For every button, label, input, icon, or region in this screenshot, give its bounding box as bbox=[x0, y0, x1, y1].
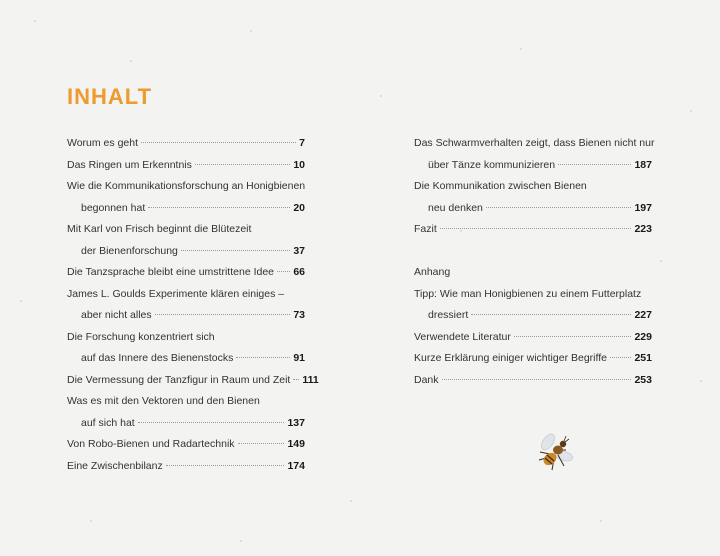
paper-texture-speck bbox=[240, 540, 242, 542]
dot-leader bbox=[442, 379, 632, 380]
dot-leader bbox=[277, 271, 290, 272]
paper-texture-speck bbox=[20, 300, 22, 302]
toc-page-number: 73 bbox=[293, 309, 305, 321]
toc-entry[interactable] bbox=[67, 348, 305, 370]
dot-leader bbox=[141, 142, 296, 143]
toc-page-number: 66 bbox=[293, 266, 305, 278]
paper-texture-speck bbox=[130, 60, 132, 62]
paper-texture-speck bbox=[600, 520, 602, 522]
toc-entry-label: Mit Karl von Frisch beginnt die Blütezeit bbox=[67, 223, 252, 235]
dot-leader bbox=[486, 207, 632, 208]
dot-leader bbox=[558, 164, 631, 165]
paper-texture-speck bbox=[700, 380, 702, 382]
toc-entry-label: Tipp: Wie man Honigbienen zu einem Futterplatz bbox=[414, 287, 642, 300]
paper-texture-speck bbox=[460, 230, 462, 232]
toc-entry-label: Die Vermessung der Tanzfigur in Raum und Zeit bbox=[67, 373, 291, 386]
toc-page-number: 197 bbox=[634, 201, 652, 214]
toc-entry[interactable] bbox=[414, 219, 652, 241]
toc-entry-label: neu denken bbox=[428, 201, 483, 214]
toc-entry-label: Worum es geht bbox=[67, 137, 139, 149]
toc-entry-label: Dank bbox=[414, 373, 439, 386]
toc-entry-label: Eine Zwischenbilanz bbox=[67, 459, 163, 472]
dot-leader bbox=[238, 443, 285, 444]
toc-entry[interactable] bbox=[67, 241, 305, 263]
toc-page-number: 10 bbox=[293, 158, 305, 171]
paper-texture-speck bbox=[250, 30, 252, 32]
toc-entry-label: Von Robo-Bienen und Radartechnik bbox=[67, 438, 235, 450]
toc-entry bbox=[67, 327, 305, 349]
toc-entry bbox=[414, 176, 652, 198]
dot-leader bbox=[514, 336, 632, 337]
toc-entry[interactable] bbox=[67, 262, 305, 284]
toc-entry-label: Die Forschung konzentriert sich bbox=[67, 330, 215, 343]
dot-leader bbox=[155, 314, 291, 315]
toc-entry[interactable] bbox=[414, 305, 652, 327]
toc-entry bbox=[414, 262, 652, 284]
dot-leader bbox=[195, 164, 290, 165]
paper-texture-speck bbox=[690, 110, 692, 112]
toc-entry-label: auf das Innere des Bienenstocks bbox=[81, 352, 234, 364]
toc-page-number: 149 bbox=[287, 438, 305, 450]
toc-entry[interactable] bbox=[67, 370, 319, 392]
toc-entry-label: über Tänze kommunizieren bbox=[428, 158, 556, 171]
toc-page-number: 7 bbox=[299, 137, 305, 149]
toc-entry[interactable] bbox=[67, 456, 305, 478]
dot-leader bbox=[148, 207, 290, 208]
toc-entry-label: Das Ringen um Erkenntnis bbox=[67, 158, 192, 171]
dot-leader bbox=[236, 357, 290, 358]
dot-leader bbox=[181, 250, 290, 251]
toc-entry-label: begonnen hat bbox=[81, 201, 146, 214]
toc-entry[interactable] bbox=[67, 413, 305, 435]
toc-entry-label: dressiert bbox=[428, 309, 469, 321]
toc-entry-label: auf sich hat bbox=[81, 416, 135, 429]
dot-leader bbox=[293, 379, 299, 380]
toc-entry[interactable] bbox=[414, 198, 652, 220]
toc-entry bbox=[414, 284, 652, 306]
toc-entry bbox=[414, 133, 655, 155]
toc-spacer bbox=[414, 241, 652, 263]
toc-entry-label: der Bienenforschung bbox=[81, 244, 178, 257]
toc-entry[interactable] bbox=[414, 348, 652, 370]
toc-entry-label: Anhang bbox=[414, 266, 451, 278]
dot-leader bbox=[610, 357, 631, 358]
dot-leader bbox=[440, 228, 632, 229]
toc-page-number: 137 bbox=[287, 416, 305, 429]
toc-column-left bbox=[67, 133, 319, 477]
toc-entry-label: Das Schwarmverhalten zeigt, dass Bienen nicht nur bbox=[414, 137, 655, 149]
toc-entry-label: Was es mit den Vektoren und den Bienen bbox=[67, 395, 260, 407]
toc-entry bbox=[67, 391, 305, 413]
paper-texture-speck bbox=[380, 95, 382, 97]
paper-texture-speck bbox=[350, 500, 352, 502]
toc-entry[interactable] bbox=[67, 305, 305, 327]
toc-page-number: 187 bbox=[634, 158, 652, 171]
toc-page-number: 251 bbox=[634, 352, 652, 364]
toc-entry[interactable] bbox=[414, 155, 652, 177]
toc-page-number: 223 bbox=[634, 223, 652, 235]
toc-page-number: 229 bbox=[634, 330, 652, 343]
paper-texture-speck bbox=[660, 260, 662, 262]
page-title: INHALT bbox=[67, 84, 153, 109]
toc-column-right bbox=[414, 133, 655, 391]
toc-page-number: 37 bbox=[293, 244, 305, 257]
paper-texture-speck bbox=[90, 520, 92, 522]
toc-page-number: 174 bbox=[287, 459, 305, 472]
dot-leader bbox=[471, 314, 631, 315]
toc-entry bbox=[67, 284, 305, 306]
toc-entry-label: Die Tanzsprache bleibt eine umstrittene Idee bbox=[67, 266, 275, 278]
paper-texture-speck bbox=[34, 20, 36, 22]
toc-page-number: 20 bbox=[293, 201, 305, 214]
toc-entry bbox=[67, 219, 305, 241]
toc-page-number: 111 bbox=[302, 373, 319, 386]
dot-leader bbox=[166, 465, 285, 466]
toc-page-number: 91 bbox=[293, 352, 305, 364]
toc-entry[interactable] bbox=[67, 434, 305, 456]
toc-page-number: 253 bbox=[634, 373, 652, 386]
toc-entry-label: James L. Goulds Experimente klären einiges – bbox=[67, 287, 285, 300]
toc-entry[interactable] bbox=[67, 133, 305, 155]
toc-entry-label: Fazit bbox=[414, 223, 437, 235]
toc-entry[interactable] bbox=[67, 155, 305, 177]
toc-page-number: 227 bbox=[634, 309, 652, 321]
bee-icon bbox=[530, 428, 578, 476]
toc-entry-label: aber nicht alles bbox=[81, 309, 152, 321]
toc-entry-label: Wie die Kommunikationsforschung an Honigbienen bbox=[67, 180, 306, 192]
toc-entry-label: Die Kommunikation zwischen Bienen bbox=[414, 180, 587, 192]
toc-entry-label: Kurze Erklärung einiger wichtiger Begriffe bbox=[414, 352, 607, 364]
toc-entry[interactable] bbox=[414, 370, 652, 392]
toc-entry bbox=[67, 176, 305, 198]
dot-leader bbox=[138, 422, 285, 423]
toc-entry[interactable] bbox=[67, 198, 305, 220]
toc-entry-label: Verwendete Literatur bbox=[414, 330, 511, 343]
paper-texture-speck bbox=[520, 48, 522, 50]
toc-entry[interactable] bbox=[414, 327, 652, 349]
